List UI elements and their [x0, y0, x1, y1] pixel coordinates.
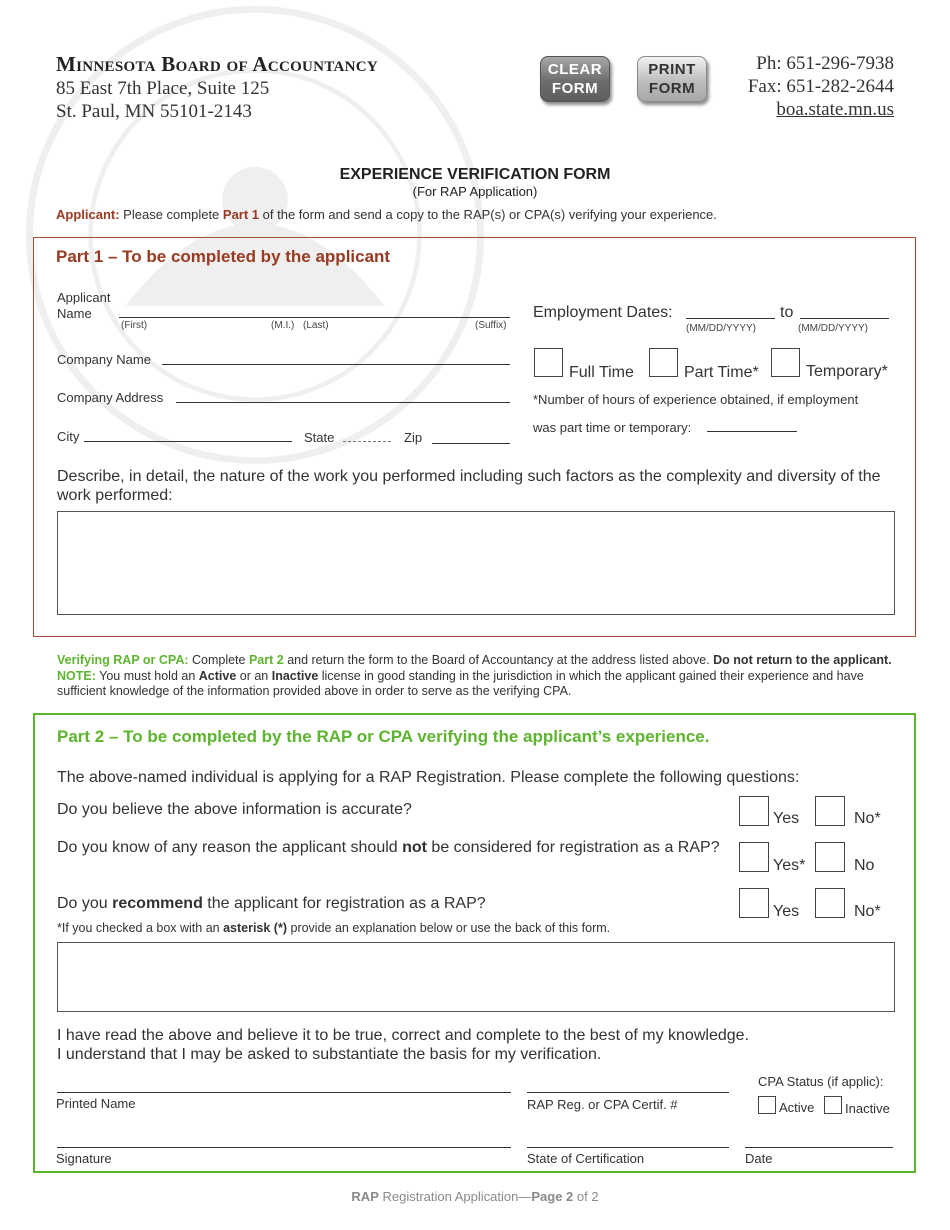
- printed-name-label: Printed Name: [56, 1096, 136, 1111]
- q2-yes-checkbox[interactable]: [739, 842, 769, 872]
- date-label: Date: [745, 1151, 773, 1166]
- q1-no-checkbox[interactable]: [815, 796, 845, 826]
- part2-intro: The above-named individual is applying for a RAP Registration. Please complete the following questions:: [57, 769, 800, 786]
- q1-yes-label: Yes: [773, 810, 800, 827]
- temporary-checkbox[interactable]: [771, 348, 800, 377]
- q3-yes-label: Yes: [773, 903, 800, 920]
- company-name-input[interactable]: [162, 364, 510, 365]
- question-2: Do you know of any reason the applicant should not be considered for registration as a RAP?: [57, 839, 720, 856]
- q2-yes-label: Yes*: [773, 857, 806, 874]
- applicant-name-label-1: Applicant: [57, 290, 111, 305]
- q2-no-checkbox[interactable]: [815, 842, 845, 872]
- part1-heading: Part 1 – To be completed by the applicant: [56, 247, 391, 266]
- zip-label: Zip: [404, 430, 423, 445]
- name-last-hint: (Last): [303, 320, 329, 331]
- state-certification-input[interactable]: [527, 1147, 729, 1148]
- signature-input[interactable]: [57, 1147, 511, 1148]
- form-subtitle: (For RAP Application): [412, 184, 538, 199]
- part-time-checkbox[interactable]: [649, 348, 678, 377]
- end-date-format: (MM/DD/YYYY): [798, 323, 868, 334]
- company-name-label: Company Name: [57, 352, 151, 367]
- hours-note-line-2: was part time or temporary:: [533, 420, 692, 435]
- city-input[interactable]: [84, 441, 292, 442]
- address-line-2: St. Paul, MN 55101-2143: [56, 101, 252, 122]
- q1-no-label: No*: [854, 810, 881, 827]
- hours-input[interactable]: [707, 431, 797, 432]
- start-date-input[interactable]: [686, 318, 775, 319]
- explanation-textarea[interactable]: [57, 942, 895, 1012]
- company-address-input[interactable]: [176, 402, 510, 403]
- website-link[interactable]: boa.state.mn.us: [776, 99, 894, 120]
- q2-no-label: No: [854, 857, 875, 874]
- applicant-instruction: Applicant: Please complete Part 1 of the form and send a copy to the RAP(s) or CPA(s) verifying your experience.: [56, 207, 717, 222]
- print-form-button[interactable]: PRINT FORM: [637, 56, 707, 102]
- printed-name-input[interactable]: [57, 1092, 511, 1093]
- full-time-label: Full Time: [569, 364, 634, 381]
- work-description-textarea[interactable]: [57, 511, 895, 615]
- status-inactive-label: Inactive: [845, 1101, 890, 1116]
- company-address-label: Company Address: [57, 390, 164, 405]
- temporary-label: Temporary*: [806, 363, 888, 380]
- describe-prompt: Describe, in detail, the nature of the work you performed including such factors as the complexity and diversity of the work performed:: [57, 468, 881, 504]
- name-first-hint: (First): [121, 320, 148, 331]
- employment-dates-label: Employment Dates:: [533, 304, 673, 321]
- question-3: Do you recommend the applicant for registration as a RAP?: [57, 895, 486, 912]
- signature-label: Signature: [56, 1151, 112, 1166]
- verifier-instructions: Verifying RAP or CPA: Complete Part 2 and return the form to the Board of Accountancy at the address listed above. Do not return to the applicant. NOTE: You must hold an Active or an Inactive license in good standing in the jurisdiction in which the applicant gained their experience and have sufficient knowledge of the information provided above in order to serve as the verifying CPA.: [57, 653, 892, 698]
- name-suffix-hint: (Suffix): [475, 320, 507, 331]
- full-time-checkbox[interactable]: [534, 348, 563, 377]
- hours-note-line-1: *Number of hours of experience obtained, if employment: [533, 392, 859, 407]
- q3-no-checkbox[interactable]: [815, 888, 845, 918]
- page-footer: RAP Registration Application—Page 2 of 2: [351, 1189, 599, 1204]
- city-label: City: [57, 429, 80, 444]
- status-inactive-checkbox[interactable]: [824, 1096, 842, 1114]
- board-name: Minnesota Board of Accountancy: [56, 52, 379, 76]
- reg-number-label: RAP Reg. or CPA Certif. #: [527, 1097, 678, 1112]
- attestation: I have read the above and believe it to be true, correct and complete to the best of my knowledge. I understand that I may be asked to substantiate the basis for my verification.: [57, 1027, 749, 1063]
- name-mi-hint: (M.I.): [271, 320, 295, 331]
- q3-no-label: No*: [854, 903, 881, 920]
- q1-yes-checkbox[interactable]: [739, 796, 769, 826]
- state-certification-label: State of Certification: [527, 1151, 645, 1166]
- question-1: Do you believe the above information is accurate?: [57, 801, 412, 818]
- address-line-1: 85 East 7th Place, Suite 125: [56, 78, 270, 99]
- clear-form-button[interactable]: CLEAR FORM: [540, 56, 610, 102]
- q3-yes-checkbox[interactable]: [739, 888, 769, 918]
- phone: Ph: 651-296-7938: [756, 53, 894, 74]
- part2-heading: Part 2 – To be completed by the RAP or CPA verifying the applicant’s experience.: [57, 727, 710, 746]
- to-label: to: [780, 304, 794, 321]
- state-label: State: [304, 430, 335, 445]
- status-active-checkbox[interactable]: [758, 1096, 776, 1114]
- applicant-name-input[interactable]: [119, 317, 510, 318]
- asterisk-note: *If you checked a box with an asterisk (*) provide an explanation below or use the back of this form.: [57, 921, 611, 935]
- zip-input[interactable]: [432, 443, 510, 444]
- state-input[interactable]: [343, 441, 391, 442]
- start-date-format: (MM/DD/YYYY): [686, 323, 756, 334]
- form-title: EXPERIENCE VERIFICATION FORM: [339, 166, 611, 183]
- cpa-status-label: CPA Status (if applic):: [758, 1074, 884, 1089]
- reg-number-input[interactable]: [527, 1092, 729, 1093]
- date-input[interactable]: [745, 1147, 893, 1148]
- applicant-name-label-2: Name: [57, 306, 92, 321]
- part-time-label: Part Time*: [684, 364, 759, 381]
- status-active-label: Active: [779, 1100, 815, 1115]
- fax: Fax: 651-282-2644: [747, 76, 894, 97]
- end-date-input[interactable]: [800, 318, 889, 319]
